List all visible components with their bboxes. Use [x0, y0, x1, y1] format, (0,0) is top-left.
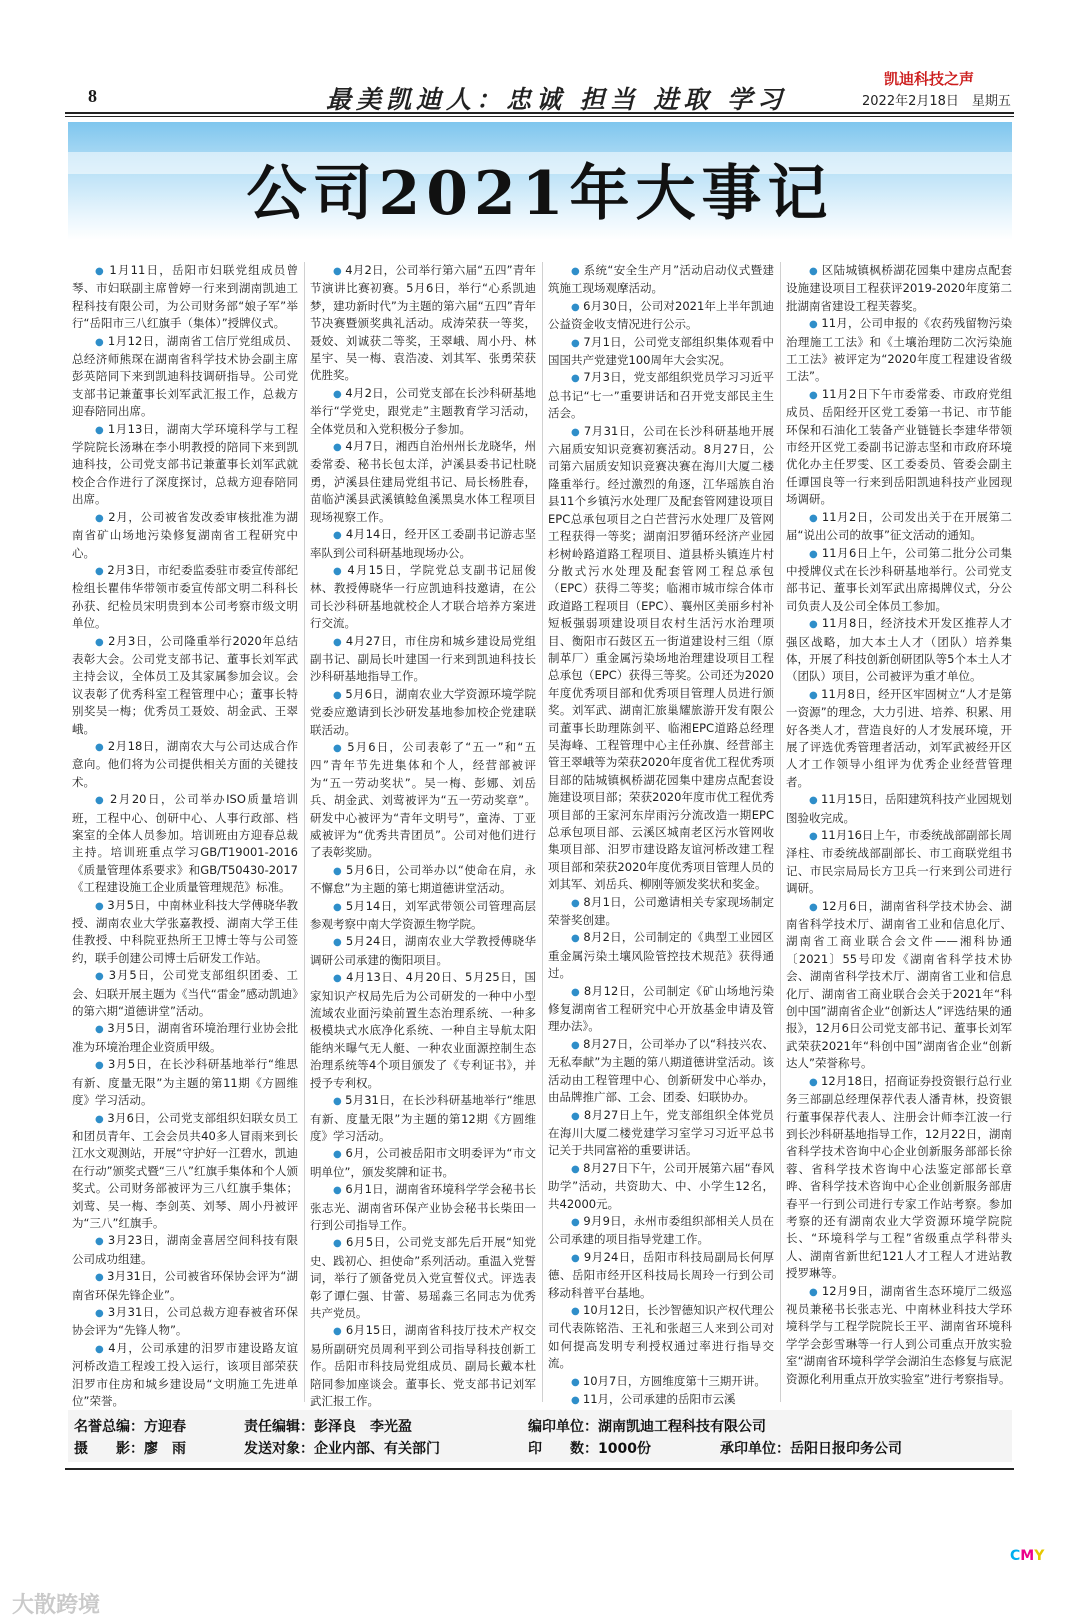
event-entry: ● 2月3日，市纪委监委驻市委宣传部纪检组长瞿伟华带领市委宣传部文明二科科长孙获、纪检员宋明贵到本公司考察市级文明单位。 — [72, 562, 298, 633]
event-entry: ● 7月31日，公司在长沙科研基地开展六届质安知识竞赛初赛活动。8月27日，公司第六届质安知识竞赛决赛在海川大厦二楼隆重举行。经过激烈的角逐，江华瑶族自治县11个乡镇污水处理厂及配套管网建设项目EPC总承包项目之白芒营污水处理厂及管网工程获得一等奖；湖南汨罗循环经济产业园杉树岭路道路工程项目、道县桥头镇连片村分散式污水处理及配套管网工程总承包（EPC）获得二等奖；临湘市城市综合体市政道路工程项目（EPC）、襄州区美丽乡村补短板强弱项建设项目农村生活污水治理项目、衡阳市石鼓区五一街道建设村三组（原制革厂）重金属污染场地治理建设项目工程总承包（EPC）获得三等奖。公司还为2020年度优秀项目部和优秀项目管理人员进行颁奖。刘军武、湖南汇旅巢耀旅游开发有限公司董事长助理陈剑平、临湘EPC道路总经理吴海峰、工程管理中心主任孙旗、经营部主管王翠峨等为荣获2020年度省优工程优秀项目部的陆城镇枫桥湖花园集中建房点配套设施建设项目部；荣获2020年度市优工程优秀项目部的王家河东岸雨污分流改造一期EPC总承包项目部、云溪区城南老区污水管网收集项目部、汨罗市建设路友谊河桥改建工程项目部和荣获2020年度优秀项目管理人员的刘其军、刘岳兵、柳刚等颁发奖状和奖金。 — [548, 423, 774, 894]
credit-photography: 摄 影：廖 雨 — [74, 1441, 186, 1457]
event-entry: ● 3月5日，湖南省环境治理行业协会批准为环境治理企业资质甲级。 — [72, 1020, 298, 1056]
article-column-3 — [548, 262, 775, 1406]
event-entry: ● 10月12日，长沙智德知识产权代理公司代表陈铭浩、王礼和张超三人来到公司对如何提高发明专利授权通过率进行指导交流。 — [548, 1302, 774, 1373]
page-number: 8 — [88, 86, 97, 106]
article-column-1 — [72, 262, 299, 1408]
event-entry: ● 5月6日，公司表彰了“五一”和“五四”青年节先进集体和个人，经营部被评为“五一劳动奖状”。吴一梅、彭娜、刘岳兵、胡金武、刘莺被评为“五一劳动奖章”。研发中心被评为“青年文明号”，童涛、丁亚威被评为“优秀共青团员”。公司对他们进行了表彰奖励。 — [310, 739, 536, 862]
event-entry: ● 10月7日，方圆维度第十三期开讲。 — [548, 1373, 774, 1391]
page-title: 公司2021年大事记 — [246, 159, 834, 229]
event-entry: ● 9月9日，永州市委组织部相关人员在公司承建的项目指导党建工作。 — [548, 1213, 774, 1249]
event-entry: ● 6月1日，湖南省环境科学学会秘书长张志光、湖南省环保产业协会秘书长柴田一行到公司指导工作。 — [310, 1181, 536, 1234]
article-column-4 — [786, 262, 1012, 1402]
event-entry: ● 6月15日，湖南省科技厅技术产权交易所副研究员周利平到公司指导科技创新工作。岳阳市科技局党组成员、副局长戴本杜陪同参加座谈会。董事长、党支部书记刘军武汇报工作。 — [310, 1322, 536, 1410]
issue-date: 2022年2月18日 星期五 — [862, 94, 1011, 109]
event-entry: ● 5月31日，在长沙科研基地举行“维思有新、度量无限”为主题的第12期《方圆维度》学习活动。 — [310, 1092, 536, 1145]
event-entry: ● 1月13日，湖南大学环境科学与工程学院院长汤琳在李小明教授的陪同下来到凯迪科技，公司党支部书记兼董事长刘军武就校企合作进行了深度探讨，总裁方迎春陪同出席。 — [72, 421, 298, 509]
event-entry: ● 4月2日，公司举行第六届“五四”青年节演讲比赛初赛。5月6日，举行“心系凯迪梦，建功新时代”为主题的第六届“五四”青年节决赛暨颁奖典礼活动。成涛荣获一等奖，聂姣、刘诚获二等奖，王翠峨、周小丹、林星宇、吴一梅、袁浩凌、刘其军、张勇荣获优胜奖。 — [310, 262, 536, 385]
event-entry: ● 2月3日，公司隆重举行2020年总结表彰大会。公司党支部书记、董事长刘军武主持会议，全体员工及其家属参加会议。会议表彰了优秀科室工程管理中心；董事长特别奖吴一梅；优秀员工聂姣、胡金武、王翠峨。 — [72, 633, 298, 738]
event-entry: ● 2月，公司被省发改委审核批准为湖南省矿山场地污染修复湖南省工程研究中心。 — [72, 509, 298, 562]
color-registration-marks: CMY — [1010, 1548, 1045, 1564]
event-entry: ● 系统“安全生产月”活动启动仪式暨建筑施工现场观摩活动。 — [548, 262, 774, 298]
event-entry: ● 11月8日，经开区牢固树立“人才是第一资源”的理念，大力引进、培养、积累、用好各类人才，营造良好的人才发展环境，开展了评选优秀管理者活动，刘军武被经开区人才工作领导小组评为优秀企业经营管理者。 — [786, 686, 1012, 791]
event-entry: ● 11月8日，经济技术开发区推荐人才强区战略，加大本土人才（团队）培养集体，开展了科技创新创研团队等5个本土人才（团队）项目，公司被评为重才单位。 — [786, 615, 1012, 686]
event-entry: ● 11月，公司承建的岳阳市云溪 — [548, 1391, 774, 1409]
top-rule-thin — [65, 116, 1014, 117]
event-entry: ● 1月12日，湖南省工信厅党组成员、总经济师熊琛在湖南省科学技术协会副主席彭英陪同下来到凯迪科技调研指导。公司党支部书记兼董事长刘军武汇报工作，总裁方迎春陪同出席。 — [72, 333, 298, 421]
column-divider — [780, 262, 781, 1402]
credit-editor-honorary: 名誉总编：方迎春 — [74, 1419, 186, 1435]
event-entry: ● 4月2日，公司党支部在长沙科研基地举行“学党史，跟党走”主题教育学习活动，全体党员和入党积极分子参加。 — [310, 385, 536, 438]
credit-printer: 承印单位：岳阳日报印务公司 — [720, 1441, 902, 1457]
event-entry: ● 1月11日，岳阳市妇联党组成员曾琴、市妇联副主席曾婷一行来到湖南凯迪工程科技有限公司，为公司财务部“娘子军”举行“岳阳市三八红旗手（集体）”授牌仪式。 — [72, 262, 298, 333]
event-entry: ● 8月27日下午，公司开展第六届“春风助学”活动，共资助大、中、小学生12名，共42000元。 — [548, 1160, 774, 1213]
credit-print-count: 印 数：1000份 — [528, 1441, 651, 1457]
article-column-2 — [310, 262, 537, 1408]
event-entry: ● 3月31日，公司总裁方迎春被省环保协会评为“先锋人物”。 — [72, 1304, 298, 1340]
credit-editor-responsible: 责任编辑：彭泽良 李光盈 — [244, 1419, 412, 1435]
event-entry: ● 2月18日，湖南农大与公司达成合作意向。他们将为公司提供相关方面的关键技术。 — [72, 738, 298, 791]
column-divider — [304, 262, 305, 1402]
event-entry: ● 3月5日，在长沙科研基地举行“维思有新、度量无限”为主题的第11期《方圆维度》学习活动。 — [72, 1056, 298, 1109]
slogan: 最美凯迪人：忠诚 担当 进取 学习 — [326, 85, 788, 114]
paper-name: 凯迪科技之声 — [884, 70, 975, 88]
event-entry: ● 11月2日下午市委常委、市政府党组成员、岳阳经开区党工委第一书记、市节能环保和石油化工装备产业链链长李建华带领市经开区党工委副书记游志坚和市政府环境优化办主任罗雯、区工委委员、管委会副主任谭国良等一行来到岳阳凯迪科技产业园现场调研。 — [786, 386, 1012, 509]
event-entry: ● 11月16日上午，市委统战部副部长周泽柱、市委统战部副部长、市工商联党组书记、市民宗局局长方卫兵一行来到公司进行调研。 — [786, 827, 1012, 898]
event-entry: ● 3月6日，公司党支部组织妇联女员工和团员青年、工会会员共40多人冒雨来到长江水文观测站，开展“守护好一江碧水，凯迪在行动”颁奖式暨“三八”红旗手集体和个人颁奖式。公司财务部被评为三八红旗手集体；刘莺、吴一梅、李剑英、刘琴、周小丹被评为“三八”红旗手。 — [72, 1110, 298, 1233]
event-entry: ● 3月23日，湖南金喜居空间科技有限公司成功组建。 — [72, 1232, 298, 1268]
event-entry: ● 4月13日、4月20日、5月25日，国家知识产权局先后为公司研发的一种中小型流域农业面污染前置生态治理系统、一种多极模块式水底净化系统、一种自主导航太阳能纳米曝气无人艇、一种农业面源控制生态治理系统等4个项目颁发了《专利证书》，并授予专利权。 — [310, 969, 536, 1092]
event-entry: ● 3月5日，中南林业科技大学傅晓华教授、湖南农业大学张嘉教授、湖南大学王佳佳教授、中科院亚热所王卫博士等与公司签约，联手创建公司博士后研发工作站。 — [72, 897, 298, 968]
credit-distribution: 发送对象：企业内部、有关部门 — [244, 1441, 440, 1457]
event-entry: ● 4月7日，湘西自治州州长龙晓华，州委常委、秘书长包太洋，泸溪县委书记杜晓勇，泸溪县住建局党组书记、局长杨胜春，苗临泸溪县武溪镇鲶鱼溪黑臭水体工程项目现场视察工作。 — [310, 438, 536, 526]
event-entry: ● 7月3日，党支部组织党员学习习近平总书记“七一”重要讲话和召开党支部民主生活会。 — [548, 369, 774, 422]
footer-rule — [65, 1468, 1014, 1470]
event-entry: ● 4月，公司承建的汨罗市建设路友谊河桥改造工程竣工投入运行，该项目部荣获汨罗市住房和城乡建设局“文明施工先进单位”荣誉。 — [72, 1340, 298, 1411]
event-entry: ● 12月18日，招商证券投资银行总行业务三部副总经理保荐代表人潘青林，投资银行董事保荐代表人、注册会计师李江波一行到长沙科研基地指导工作，12月22日，湖南省科学技术咨询中心企业创新服务部部长徐蓉、省科学技术咨询中心法鉴定部部长章晔、省科学技术咨询中心企业创新服务部唐春平一行到公司进行专家工作站考察。参加考察的还有湖南农业大学资源环境学院院长、“环境科学与工程”省级重点学科带头人、湖南省新世纪121人才工程人才进站教授罗琳等。 — [786, 1073, 1012, 1283]
footer-credits — [68, 1410, 1012, 1462]
event-entry: ● 12月9日，湖南省生态环境厅二级巡视员兼秘书长张志光、中南林业科技大学环境科学与工程学院院长王平、湖南省环境科学学会彭雪琳等一行人到公司重点开放实验室“湖南省环境科学学会湖泊生态修复与底泥资源化利用重点开放实验室”进行考察指导。 — [786, 1283, 1012, 1388]
event-entry: ● 11月2日，公司发出关于在开展第二届“说出公司的故事”征文活动的通知。 — [786, 509, 1012, 545]
event-entry: ● 8月2日，公司制定的《典型工业园区重金属污染土壤风险管控技术规范》获得通过。 — [548, 929, 774, 982]
column-divider — [542, 262, 543, 1402]
event-entry: ● 8月1日，公司邀请相关专家现场制定荣誉奖创建。 — [548, 894, 774, 930]
event-entry: ● 11月，公司申报的《农药残留物污染治理施工工法》和《土壤治理防二次污染施工工法》被评定为“2020年度工程建设省级工法”。 — [786, 315, 1012, 386]
event-entry: ● 3月5日，公司党支部组织团委、工会、妇联开展主题为《当代“雷金”感动凯迪》的第六期“道德讲堂”活动。 — [72, 967, 298, 1020]
top-rule — [65, 112, 1014, 114]
event-entry: ● 6月30日，公司对2021年上半年凯迪公益资金收支情况进行公示。 — [548, 298, 774, 334]
event-entry: ● 6月5日，公司党支部先后开展“知党史、践初心、担使命”系列活动。重温入党誓词，举行了颁备党员入党宣誓仪式。评选表彰了谭仁强、甘蕾、易瑶淼三名同志为优秀共产党员。 — [310, 1234, 536, 1322]
event-entry: ● 6月，公司被岳阳市文明委评为“市文明单位”，颁发奖牌和证书。 — [310, 1145, 536, 1181]
event-entry: ● 7月1日，公司党支部组织集体观看中国国共产党建党100周年大会实况。 — [548, 334, 774, 370]
event-entry: ● 12月6日，湖南省科学技术协会、湖南省科学技术厅、湖南省工业和信息化厅、湖南省工商业联合会文件——湘科协通〔2021〕55号印发《湖南省科学技术协会、湖南省科学技术厅、湖南省工业和信息化厅、湖南省工商业联合会关于2021年“科创中国”湖南省企业“创新达人”评选结果的通报》，12月6日公司党支部书记、董事长刘军武荣获2021年“科创中国”湖南省企业“创新达人”荣誉称号。 — [786, 898, 1012, 1073]
event-entry: ● 11月15日，岳阳建筑科技产业园规划图验收完成。 — [786, 791, 1012, 827]
event-entry: ● 8月27日，公司举办了以“科技兴农、无私奉献”为主题的第八期道德讲堂活动。该活动由工程管理中心、创新研发中心举办，由品牌推广部、工会、团委、妇联协办。 — [548, 1036, 774, 1107]
event-entry: ● 8月27日上午，党支部组织全体党员在海川大厦二楼党建学习室学习习近平总书记关于共同富裕的重要讲话。 — [548, 1107, 774, 1160]
event-entry: ● 4月14日，经开区工委副书记游志坚率队到公司科研基地现场办公。 — [310, 526, 536, 562]
watermark: 大散跨境 — [12, 1593, 101, 1618]
event-entry: ● 11月6日上午，公司第二批分公司集中授牌仪式在长沙科研基地举行。公司党支部书记、董事长刘军武出席揭牌仪式，分公司负责人及公司全体员工参加。 — [786, 545, 1012, 616]
event-entry: ● 3月31日，公司被省环保协会评为“湖南省环保先锋企业”。 — [72, 1268, 298, 1304]
event-entry: ● 5月6日，公司举办以“使命在肩，永不懈怠”为主题的第七期道德讲堂活动。 — [310, 862, 536, 898]
event-entry: ● 8月12日，公司制定《矿山场地污染修复湖南省工程研究中心开放基金申请及管理办法》。 — [548, 983, 774, 1036]
event-entry: ● 4月27日，市住房和城乡建设局党组副书记、副局长叶建国一行来到凯迪科技长沙科研基地指导工作。 — [310, 633, 536, 686]
event-entry: ● 4月15日，学院党总支副书记屈俊林、教授傅晓华一行应凯迪科技邀请，在公司长沙科研基地就校企人才联合培养方案进行交流。 — [310, 562, 536, 633]
event-entry: ● 2月20日，公司举办ISO质量培训班，工程中心、创研中心、人事行政部、档案室的全体人员参加。培训班由方迎春总裁主持。培训班重点学习GB/T19001-2016《质量管理体系要求》和GB/T50430-2017《工程建设施工企业质量管理规范》标准。 — [72, 791, 298, 896]
event-entry: ● 5月24日，湖南农业大学教授傅晓华调研公司承建的衡阳项目。 — [310, 933, 536, 969]
credit-publisher: 编印单位：湖南凯迪工程科技有限公司 — [528, 1419, 766, 1435]
event-entry: ● 区陆城镇枫桥湖花园集中建房点配套设施建设项目工程获评2019-2020年度第二批湖南省建设工程芙蓉奖。 — [786, 262, 1012, 315]
event-entry: ● 9月24日，岳阳市科技局副局长何厚德、岳阳市经开区科技局长周玲一行到公司移动科普平台基地。 — [548, 1249, 774, 1302]
event-entry: ● 5月14日，刘军武带领公司管理高层参观考察中南大学资源生物学院。 — [310, 898, 536, 934]
event-entry: ● 5月6日，湖南农业大学资源环境学院党委应邀请到长沙研发基地参加校企党建联联活动。 — [310, 686, 536, 739]
